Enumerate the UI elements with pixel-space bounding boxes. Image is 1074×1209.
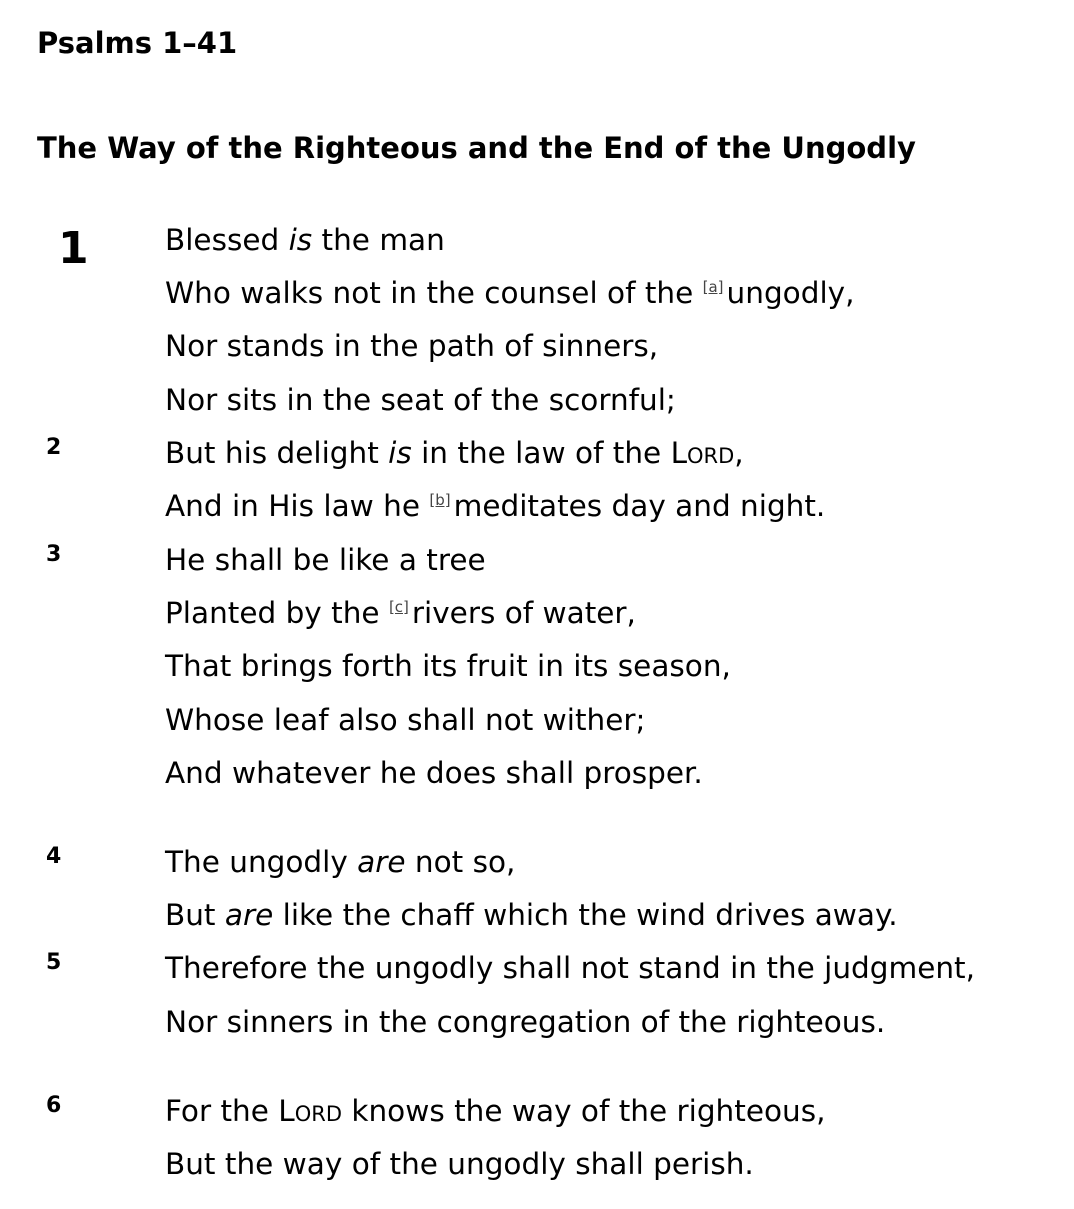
verse-4-line-1: The ungodly are not so, bbox=[165, 845, 516, 879]
verse-number-4: 4 bbox=[46, 844, 62, 869]
verse-number-5: 5 bbox=[46, 950, 62, 975]
verse-1-line-3: Nor stands in the path of sinners, bbox=[165, 329, 659, 363]
verse-number-6: 6 bbox=[46, 1093, 62, 1118]
verse-3-line-1: He shall be like a tree bbox=[165, 543, 486, 577]
verse-2-line-1: But his delight is in the law of the Lord, bbox=[165, 436, 744, 470]
verse-6-line-1: For the Lord knows the way of the righteous, bbox=[165, 1094, 826, 1128]
verse-6-line-2: But the way of the ungodly shall perish. bbox=[165, 1147, 754, 1181]
footnote-b-link[interactable]: [b] bbox=[429, 491, 451, 509]
verse-1-line-4: Nor sits in the seat of the scornful; bbox=[165, 383, 676, 417]
verse-2-line-2: And in His law he [b] meditates day and night. bbox=[165, 489, 826, 523]
verse-5-line-2: Nor sinners in the congregation of the righteous. bbox=[165, 1005, 886, 1039]
verse-3-line-5: And whatever he does shall prosper. bbox=[165, 756, 703, 790]
book-title: Psalms 1–41 bbox=[37, 26, 238, 60]
chapter-number: 1 bbox=[58, 223, 89, 274]
verse-4-line-2: But are like the chaff which the wind drives away. bbox=[165, 898, 898, 932]
footnote-c-link[interactable]: [c] bbox=[388, 598, 409, 616]
verse-3-line-3: That brings forth its fruit in its season, bbox=[165, 649, 731, 683]
section-heading: The Way of the Righteous and the End of the Ungodly bbox=[37, 131, 916, 165]
verse-3-line-4: Whose leaf also shall not wither; bbox=[165, 703, 646, 737]
verse-number-3: 3 bbox=[46, 542, 62, 567]
verse-1-line-2: Who walks not in the counsel of the [a] ungodly, bbox=[165, 276, 855, 310]
footnote-a-link[interactable]: [a] bbox=[702, 278, 724, 296]
verse-number-2: 2 bbox=[46, 435, 62, 460]
verse-1-line-1: Blessed is the man bbox=[165, 223, 445, 257]
verse-3-line-2: Planted by the [c] rivers of water, bbox=[165, 596, 636, 630]
verse-5-line-1: Therefore the ungodly shall not stand in the judgment, bbox=[165, 951, 975, 985]
